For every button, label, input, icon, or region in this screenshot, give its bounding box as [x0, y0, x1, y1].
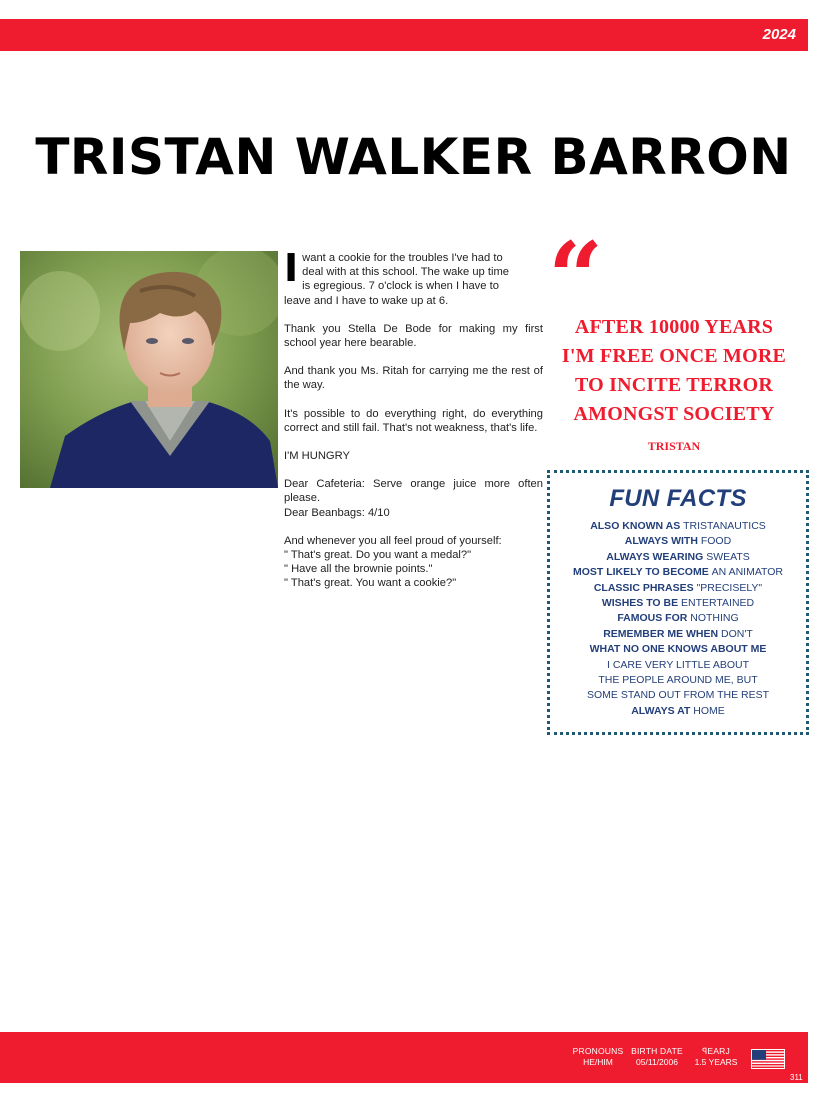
letter-paragraph-3: And thank you Ms. Ritah for carrying me the rest of the way. — [284, 365, 543, 392]
years-info: ꟼEARJ 1.5 YEARS — [694, 1046, 738, 1067]
fun-fact-item: REMEMBER ME WHEN DON'T — [603, 627, 753, 640]
fun-fact-item: FAMOUS FOR NOTHING — [617, 612, 739, 625]
letter-quote-line: " Have all the brownie points." — [284, 563, 433, 576]
fun-fact-item: ALWAYS WEARING SWEATS — [606, 550, 750, 563]
us-flag-icon — [751, 1049, 785, 1069]
student-name: TRISTAN WALKER BARRON — [35, 128, 792, 186]
birth-date-info: BIRTH DATE 05/11/2006 — [631, 1046, 683, 1067]
letter-paragraph-5: I'M HUNGRY — [284, 450, 350, 463]
letter-quote-line: " That's great. Do you want a medal?" — [284, 549, 472, 562]
quote-line: AMONGST SOCIETY — [573, 403, 775, 425]
fun-fact-item: SOME STAND OUT FROM THE REST — [586, 689, 769, 702]
fun-fact-item: ALWAYS AT HOME — [631, 704, 725, 717]
quote-line: AFTER 10000 YEARS — [574, 316, 774, 338]
letter-paragraph-1: I want a cookie for the troubles I've had to deal with at this school. The wake up time is egregious. 7 o'clock is when I have to leave and I have to wake up at 6. — [284, 246, 510, 307]
quote-line: I'M FREE ONCE MORE — [561, 345, 787, 367]
top-banner — [0, 19, 808, 51]
fun-fact-item: CLASSIC PHRASES "PRECISELY" — [593, 581, 763, 594]
year-label: 2024 — [762, 26, 796, 43]
quote-line: TO INCITE TERROR — [574, 374, 774, 396]
fun-fact-item: I CARE VERY LITTLE ABOUT — [607, 658, 749, 671]
student-letter — [284, 246, 543, 591]
letter-quote-line: " That's great. You want a cookie?" — [284, 577, 457, 590]
student-portrait — [20, 251, 278, 488]
pull-quote — [560, 313, 788, 429]
letter-paragraph-6a: Dear Cafeteria: Serve orange juice more often please. — [284, 478, 543, 505]
fun-fact-item: ALWAYS WITH FOOD — [624, 535, 732, 548]
fun-fact-item: THE PEOPLE AROUND ME, BUT — [598, 674, 758, 687]
letter-paragraph-2: Thank you Stella De Bode for making my first school year here bearable. — [284, 322, 543, 350]
letter-paragraph-6b: Dear Beanbags: 4/10 — [284, 506, 390, 519]
drop-cap: I — [284, 246, 299, 290]
letter-paragraph-7: And whenever you all feel proud of yourself: — [284, 534, 502, 547]
fun-facts-title: FUN FACTS — [609, 485, 747, 512]
quote-author: TRISTAN — [647, 439, 701, 453]
quote-mark-icon: “ — [548, 221, 604, 334]
page-number: 311 — [790, 1073, 803, 1082]
fun-facts-box — [547, 470, 809, 735]
pronouns-info: PRONOUNS HE/HIM — [572, 1046, 624, 1067]
letter-paragraph-4: It's possible to do everything right, do everything correct and still fail. That's not weakness, that's life. — [284, 407, 543, 434]
fun-fact-item: MOST LIKELY TO BECOME AN ANIMATOR — [572, 566, 784, 579]
fun-fact-item: ALSO KNOWN AS TRISTANAUTICS — [590, 520, 766, 532]
fun-fact-item: WISHES TO BE ENTERTAINED — [601, 597, 755, 610]
bottom-banner — [0, 1032, 808, 1083]
fun-fact-item: WHAT NO ONE KNOWS ABOUT ME — [589, 643, 767, 656]
